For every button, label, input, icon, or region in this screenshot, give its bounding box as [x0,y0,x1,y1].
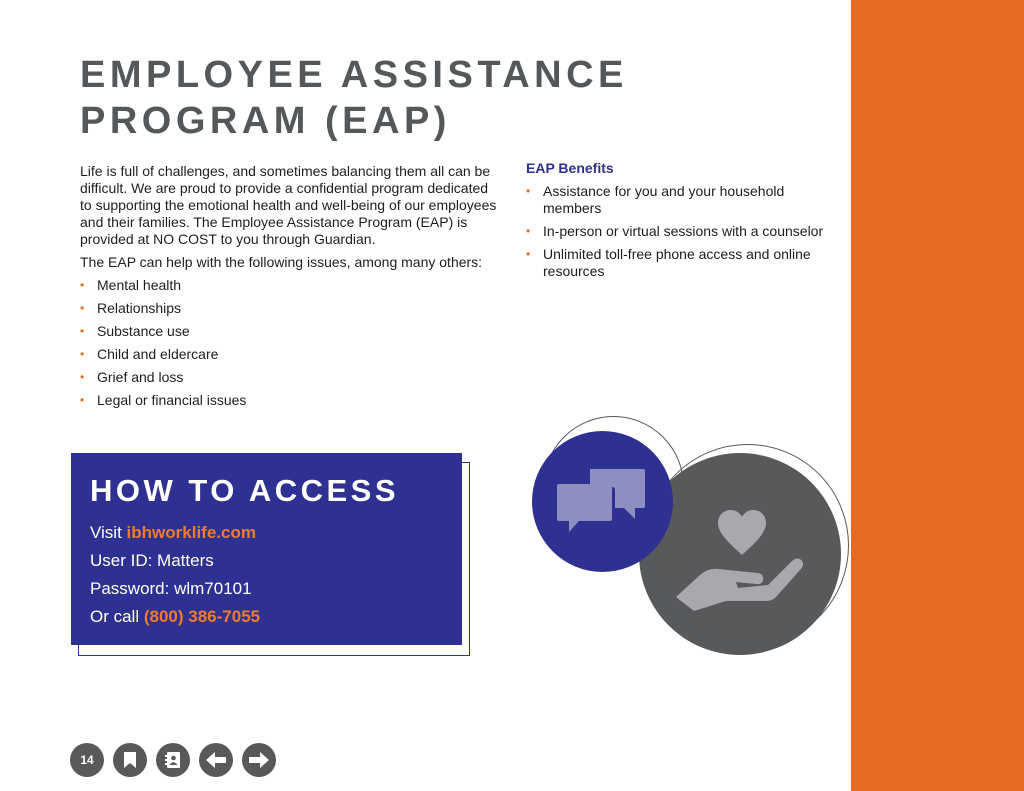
call-label: Or call [90,607,140,626]
page-title-line-1: EMPLOYEE ASSISTANCE [80,54,628,96]
list-item: • Unlimited toll-free phone access and online resources [526,246,846,280]
hand-heart-icon [672,505,804,611]
user-id-line: User ID: Matters [90,551,214,570]
list-item: • Assistance for you and your household members [526,183,846,217]
list-item: • Legal or financial issues [80,392,500,409]
intro-paragraph: Life is full of challenges, and sometimes balancing them all can be difficult. We are proud to provide a confidential program dedicated to supporting the emotional health and well-being of our employees and their families. The Employee Assistance Program (EAP) is provided at NO COST to you through Guardian. [80,163,497,247]
arrow-right-icon [249,752,269,768]
page-navigation [70,743,276,777]
orange-side-bar [851,0,1024,791]
phone-link[interactable]: (800) 386-7055 [143,607,261,626]
contacts-icon [165,751,181,769]
issues-list [80,277,500,409]
list-item: • In-person or virtual sessions with a counselor [526,223,846,240]
access-heading: HOW TO ACCESS [90,473,400,508]
bookmark-icon [123,751,137,769]
chat-bubbles-icon [555,466,647,534]
how-to-access-box [71,453,462,645]
list-item: • Substance use [80,323,500,340]
contacts-button[interactable] [156,743,190,777]
page-title-line-2: PROGRAM (EAP) [80,100,451,142]
visit-label: Visit [90,523,122,542]
arrow-left-icon [206,752,226,768]
list-item: • Child and eldercare [80,346,500,363]
bookmark-button[interactable] [113,743,147,777]
password-line: Password: wlm70101 [90,579,252,598]
access-call-line [90,603,443,631]
benefits-heading: EAP Benefits [526,160,614,176]
previous-page-button[interactable] [199,743,233,777]
list-item: • Grief and loss [80,369,500,386]
benefits-list [526,183,846,280]
list-item: • Relationships [80,300,500,317]
page-number-button[interactable]: 14 [70,743,104,777]
intro-section [80,163,500,415]
list-item: • Mental health [80,277,500,294]
eap-benefits-section [526,159,846,286]
page-title [80,52,628,144]
intro-lead: The EAP can help with the following issues, among many others: [80,254,483,270]
access-visit-line [90,519,443,547]
next-page-button[interactable] [242,743,276,777]
website-link[interactable]: ibhworklife.com [126,523,256,542]
